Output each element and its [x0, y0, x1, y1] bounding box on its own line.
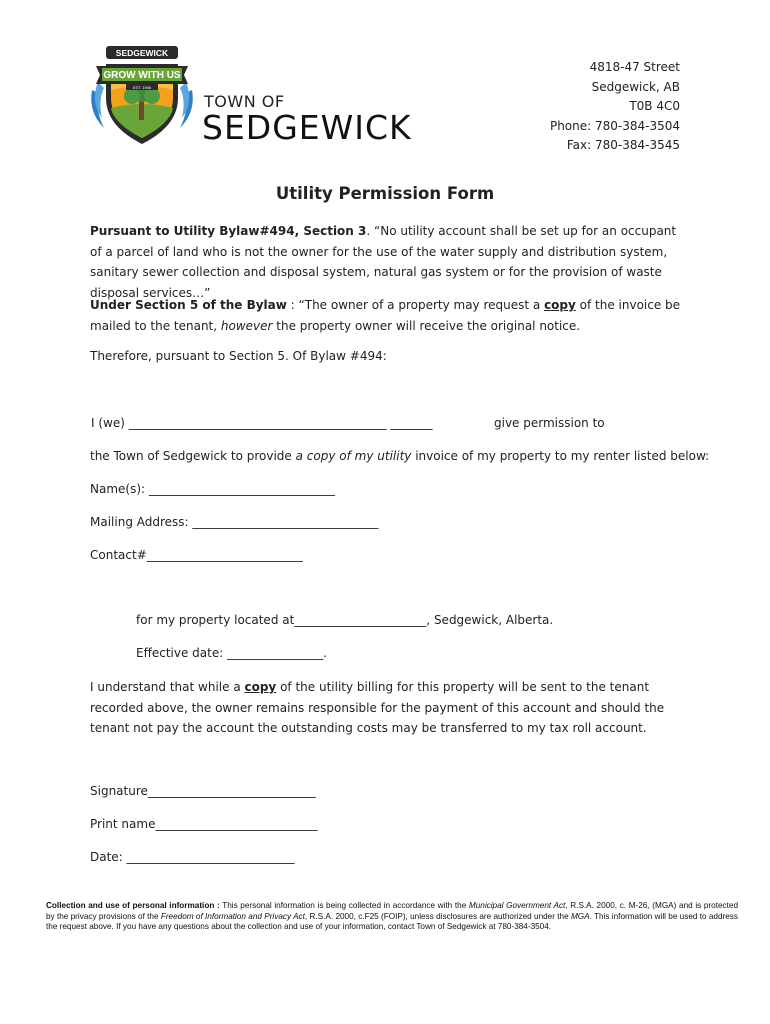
section5-text-b: of the invoice be mailed to the tenant, — [90, 298, 681, 333]
town-crest-icon — [86, 42, 198, 150]
privacy-notice — [46, 901, 738, 933]
signature-field[interactable]: Signature____________________________ — [90, 784, 316, 798]
town-address — [550, 58, 680, 156]
banner-year-text: EST. 1906 — [132, 85, 152, 90]
form-title: Utility Permission Form — [275, 184, 495, 203]
privacy-t3: , R.S.A. 2000, c.F25 (FOIP), unless disclosures are authorized under the — [304, 911, 571, 921]
owner-name-field[interactable]: I (we) ___________________________________________ _______ — [91, 416, 433, 430]
give-permission-text: give permission to — [494, 416, 605, 430]
logo-town-name: SEDGEWICK — [202, 108, 412, 147]
provide-text — [90, 449, 709, 463]
banner-top-text: SEDGEWICK — [115, 48, 169, 58]
address-city: Sedgewick, AB — [591, 79, 680, 94]
privacy-lead: Collection and use of personal information : — [46, 901, 220, 910]
therefore-text: Therefore, pursuant to Section 5. Of Bylaw #494: — [90, 349, 387, 363]
privacy-mga: Municipal Government Act — [468, 901, 566, 910]
renter-names-field[interactable]: Name(s): _______________________________ — [90, 482, 335, 496]
understand-text-b: of the utility billing for this property will be sent to the tenant recorded above, the owner remains responsible for the payment of this account and should the tenant not pay the account the outstanding costs may be transferred to my tax roll account. — [90, 680, 665, 735]
mailing-address-field[interactable]: Mailing Address: _______________________________ — [90, 515, 379, 529]
address-street: 4818-47 Street — [589, 60, 680, 74]
section5-lead: Under Section 5 of the Bylaw — [90, 298, 287, 312]
property-location-field[interactable]: for my property located at______________________, Sedgewick, Alberta. — [136, 613, 554, 627]
contact-field[interactable]: Contact#__________________________ — [90, 548, 303, 562]
address-fax: Fax: 780-384-3545 — [566, 138, 680, 153]
address-phone: Phone: 780-384-3504 — [549, 118, 680, 133]
responsibility-paragraph — [90, 677, 686, 739]
section5-text-a: : “The owner of a property may request a — [286, 298, 545, 312]
banner-slogan-text: GROW WITH US — [103, 70, 181, 81]
print-name-field[interactable]: Print name___________________________ — [90, 817, 318, 831]
bylaw-lead: Pursuant to Utility Bylaw#494, Section 3 — [90, 224, 367, 238]
privacy-t4: . This information will be used to address the request above. If you have any questions about the collection and use of your information, contact Town of Sedgewick at 780-384-3504. — [46, 911, 738, 932]
provide-text-b: invoice of my property to my renter listed below: — [411, 449, 710, 463]
bylaw-paragraph — [90, 221, 686, 303]
section5-copy: copy — [544, 298, 576, 312]
provide-text-a: the Town of Sedgewick to provide — [90, 449, 296, 463]
understand-copy: copy — [244, 680, 277, 694]
section5-however: however — [220, 318, 273, 333]
town-logo — [86, 42, 432, 150]
address-postal: T0B 4C0 — [629, 99, 680, 114]
section5-paragraph — [90, 295, 686, 336]
effective-date-field[interactable]: Effective date: ________________. — [136, 646, 327, 660]
provide-ital: a copy of my utility — [295, 449, 412, 463]
bylaw-text: . “No utility account shall be set up for an occupant of a parcel of land who is not the owner for the use of the water supply and distribution system, sanitary sewer collection and disposal system, natural gas system or for the provision of waste disposal services…” — [90, 224, 677, 300]
privacy-foip: Freedom of Information and Privacy Act — [160, 911, 305, 921]
date-field[interactable]: Date: ____________________________ — [90, 850, 295, 864]
privacy-t1: This personal information is being collected in accordance with the — [219, 901, 469, 910]
section5-text-c: the property owner will receive the original notice. — [272, 318, 581, 333]
logo-town-of: TOWN OF — [204, 92, 285, 111]
privacy-mga-abbr: MGA — [570, 911, 590, 921]
privacy-t2: , R.S.A. 2000, c. M-26, (MGA) and is protected by the privacy provisions of the — [46, 901, 739, 921]
understand-text-a: I understand that while a — [90, 680, 245, 694]
